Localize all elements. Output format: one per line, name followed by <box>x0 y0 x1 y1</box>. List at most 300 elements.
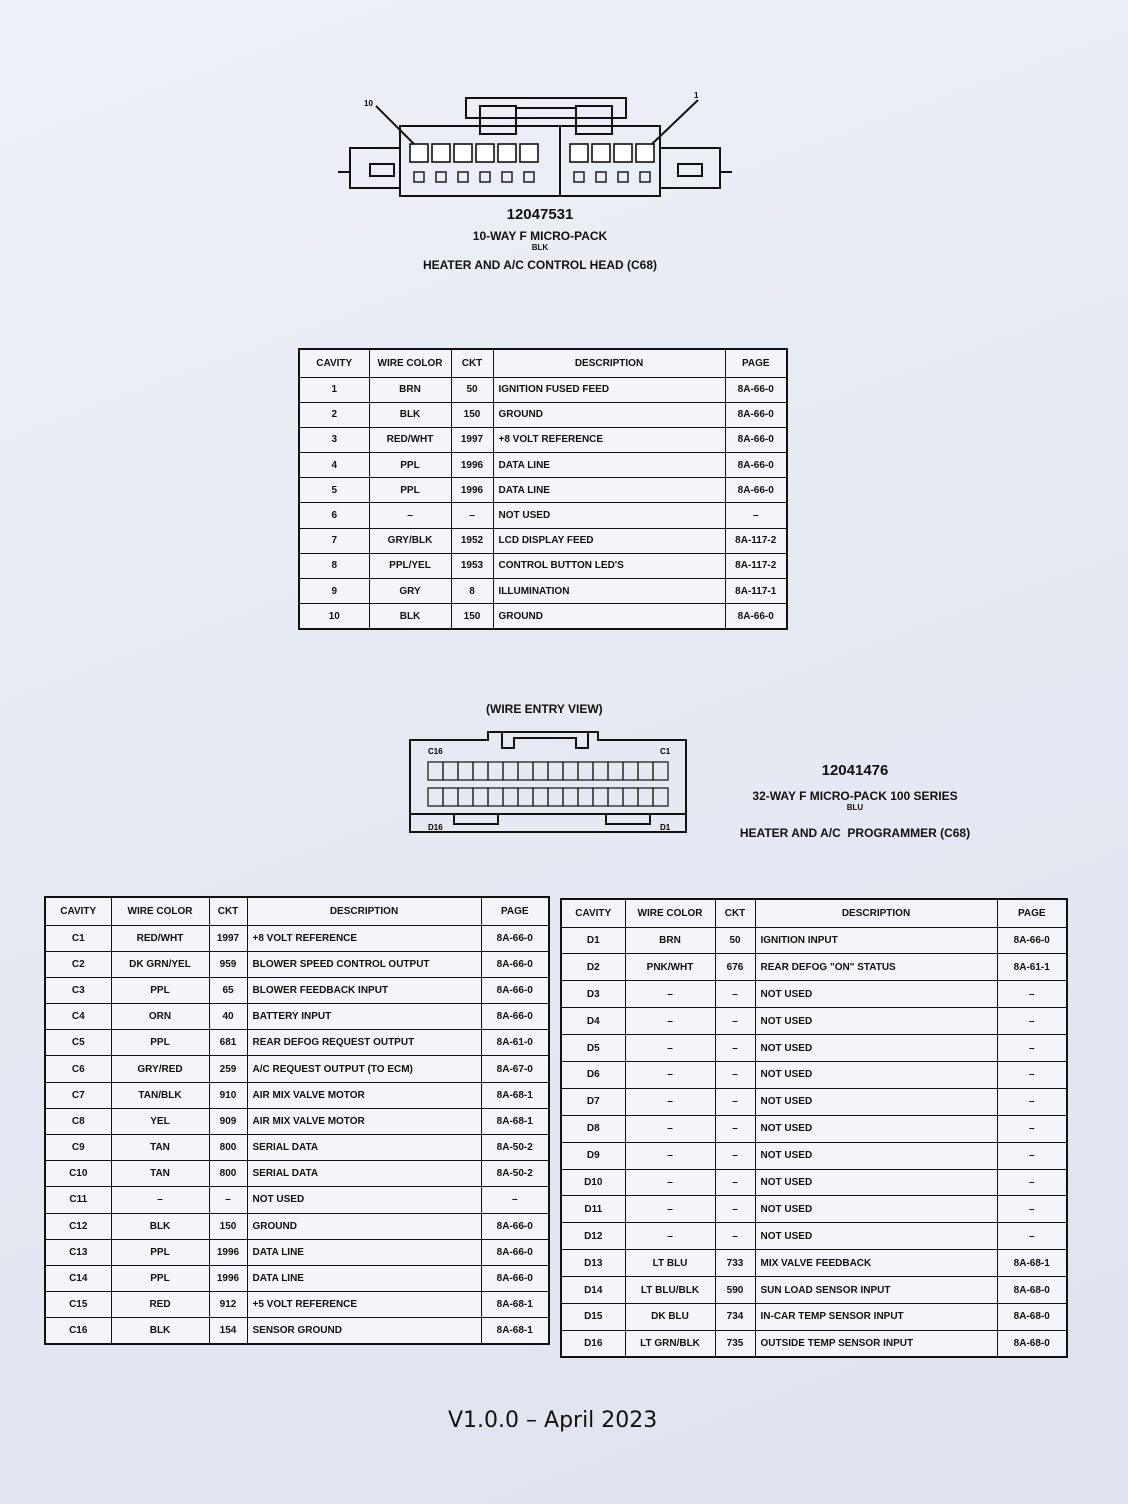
column-header: CKT <box>451 349 493 377</box>
cavity-cell: C13 <box>45 1239 111 1265</box>
connector-cavity <box>533 788 548 806</box>
connector-cavity <box>428 762 443 780</box>
ckt-cell: 1952 <box>451 528 493 553</box>
ckt-cell: 150 <box>451 402 493 427</box>
connector-cavity <box>608 788 623 806</box>
ckt-cell: 40 <box>209 1004 247 1030</box>
wire-color-cell: RED <box>111 1292 209 1318</box>
ckt-cell: – <box>715 1035 755 1062</box>
table-row <box>45 925 549 951</box>
column-header: PAGE <box>997 899 1067 927</box>
description-cell: IGNITION FUSED FEED <box>493 377 725 402</box>
ckt-cell: – <box>715 1223 755 1250</box>
column-header: DESCRIPTION <box>755 899 997 927</box>
description-cell: +5 VOLT REFERENCE <box>247 1292 481 1318</box>
table-row <box>299 427 787 452</box>
connector-cavity <box>563 762 578 780</box>
page-cell: 8A-66-0 <box>725 604 787 629</box>
table-row <box>45 1213 549 1239</box>
connector-cavity <box>518 788 533 806</box>
wire-color-cell: LT GRN/BLK <box>625 1330 715 1357</box>
ckt-cell: 800 <box>209 1161 247 1187</box>
page-cell: 8A-68-1 <box>481 1108 549 1134</box>
connector-10-way-diagram <box>330 92 750 212</box>
wire-color-cell: BLK <box>111 1318 209 1344</box>
column-header: PAGE <box>481 897 549 925</box>
wire-color-cell: PPL <box>111 1239 209 1265</box>
cavity-cell: C14 <box>45 1265 111 1291</box>
description-cell: NOT USED <box>755 1008 997 1035</box>
description-cell: +8 VOLT REFERENCE <box>493 427 725 452</box>
page-cell: 8A-66-0 <box>481 1239 549 1265</box>
cavity-cell: D10 <box>561 1169 625 1196</box>
wire-color-cell: DK GRN/YEL <box>111 951 209 977</box>
page-cell: 8A-66-0 <box>481 977 549 1003</box>
column-header: CAVITY <box>45 897 111 925</box>
ckt-cell: – <box>715 1115 755 1142</box>
description-cell: A/C REQUEST OUTPUT (TO ECM) <box>247 1056 481 1082</box>
wire-color-cell: RED/WHT <box>111 925 209 951</box>
wire-color-cell: BRN <box>369 377 451 402</box>
description-cell: DATA LINE <box>247 1239 481 1265</box>
table-row <box>299 402 787 427</box>
column-header: WIRE COLOR <box>111 897 209 925</box>
ckt-cell: 150 <box>451 604 493 629</box>
table-row <box>45 951 549 977</box>
table-row <box>561 1330 1067 1357</box>
page-cell: 8A-68-1 <box>481 1318 549 1344</box>
wire-color-cell: PPL <box>369 453 451 478</box>
description-cell: DATA LINE <box>247 1265 481 1291</box>
cavity-cell: C3 <box>45 977 111 1003</box>
table-row <box>45 1108 549 1134</box>
cavity-cell: D7 <box>561 1088 625 1115</box>
connector-cavity <box>578 762 593 780</box>
table-row <box>45 1056 549 1082</box>
wire-color-cell: ORN <box>111 1004 209 1030</box>
wire-color-cell: DK BLU <box>625 1303 715 1330</box>
pin-label-c16: C16 <box>428 747 443 756</box>
connector1-name: HEATER AND A/C CONTROL HEAD (C68) <box>422 258 657 272</box>
connector1-type: 10-WAY F MICRO-PACK <box>472 229 608 243</box>
cavity-cell: D13 <box>561 1250 625 1277</box>
ckt-cell: 910 <box>209 1082 247 1108</box>
cavity-cell: D4 <box>561 1008 625 1035</box>
page-cell: 8A-68-1 <box>997 1250 1067 1277</box>
cavity-cell: 10 <box>299 604 369 629</box>
column-header: DESCRIPTION <box>247 897 481 925</box>
description-cell: GROUND <box>493 402 725 427</box>
wire-color-cell: – <box>625 981 715 1008</box>
table-row <box>561 927 1067 954</box>
ckt-cell: 734 <box>715 1303 755 1330</box>
page-cell: – <box>725 503 787 528</box>
ckt-cell: – <box>715 981 755 1008</box>
ckt-cell: 912 <box>209 1292 247 1318</box>
table-row <box>299 503 787 528</box>
page-cell: – <box>997 1088 1067 1115</box>
ckt-cell: 1997 <box>451 427 493 452</box>
connector-cavity <box>428 788 443 806</box>
ckt-cell: – <box>715 1008 755 1035</box>
description-cell: NOT USED <box>755 1223 997 1250</box>
page-cell: – <box>997 1196 1067 1223</box>
cavity-cell: D3 <box>561 981 625 1008</box>
table-row <box>45 1004 549 1030</box>
column-header: WIRE COLOR <box>625 899 715 927</box>
connector-32-way-diagram <box>398 730 698 840</box>
ckt-cell: 800 <box>209 1135 247 1161</box>
description-cell: GROUND <box>493 604 725 629</box>
wire-color-cell: TAN <box>111 1161 209 1187</box>
connector2-type: 32-WAY F MICRO-PACK 100 SERIES <box>752 789 958 803</box>
connector2-name: HEATER AND A/C PROGRAMMER (C68) <box>739 826 971 840</box>
page-cell: 8A-68-1 <box>481 1082 549 1108</box>
table-programmer-d-pinout <box>560 898 1068 1358</box>
column-header: CAVITY <box>561 899 625 927</box>
ckt-cell: 1996 <box>209 1265 247 1291</box>
cavity-cell: 2 <box>299 402 369 427</box>
column-header: PAGE <box>725 349 787 377</box>
column-header: WIRE COLOR <box>369 349 451 377</box>
ckt-cell: – <box>715 1169 755 1196</box>
connector-cavity <box>638 762 653 780</box>
cavity-cell: 4 <box>299 453 369 478</box>
page-cell: – <box>997 1142 1067 1169</box>
pin-label-d16: D16 <box>428 823 443 832</box>
ckt-cell: – <box>209 1187 247 1213</box>
description-cell: SERIAL DATA <box>247 1135 481 1161</box>
ckt-cell: 50 <box>451 377 493 402</box>
table-row <box>299 377 787 402</box>
connector-cavity <box>488 788 503 806</box>
connector-cavity <box>503 788 518 806</box>
page-cell: – <box>997 1169 1067 1196</box>
table-row <box>561 1250 1067 1277</box>
ckt-cell: – <box>715 1088 755 1115</box>
page-cell: 8A-61-1 <box>997 954 1067 981</box>
description-cell: AIR MIX VALVE MOTOR <box>247 1082 481 1108</box>
description-cell: MIX VALVE FEEDBACK <box>755 1250 997 1277</box>
wire-color-cell: PPL <box>111 977 209 1003</box>
ckt-cell: 1953 <box>451 553 493 578</box>
pin-label-10: 10 <box>364 99 373 108</box>
cavity-cell: C11 <box>45 1187 111 1213</box>
table-row <box>299 553 787 578</box>
cavity-cell: C9 <box>45 1135 111 1161</box>
wire-color-cell: PPL <box>369 478 451 503</box>
ckt-cell: – <box>715 1142 755 1169</box>
table-row <box>561 1277 1067 1304</box>
cavity-cell: C7 <box>45 1082 111 1108</box>
description-cell: NOT USED <box>247 1187 481 1213</box>
connector1-color: BLK <box>531 243 549 252</box>
connector-cavity <box>548 788 563 806</box>
description-cell: IGNITION INPUT <box>755 927 997 954</box>
cavity-cell: C4 <box>45 1004 111 1030</box>
table-row <box>561 1008 1067 1035</box>
wire-color-cell: – <box>111 1187 209 1213</box>
wire-color-cell: BLK <box>369 402 451 427</box>
table-row <box>561 1142 1067 1169</box>
table-row <box>45 1292 549 1318</box>
table-row <box>45 1161 549 1187</box>
cavity-cell: D8 <box>561 1115 625 1142</box>
ckt-cell: 1997 <box>209 925 247 951</box>
ckt-cell: 733 <box>715 1250 755 1277</box>
page-cell: 8A-66-0 <box>725 478 787 503</box>
ckt-cell: 1996 <box>451 478 493 503</box>
page-cell: 8A-68-0 <box>997 1330 1067 1357</box>
cavity-cell: D15 <box>561 1303 625 1330</box>
cavity-cell: 3 <box>299 427 369 452</box>
wire-color-cell: YEL <box>111 1108 209 1134</box>
cavity-cell: 1 <box>299 377 369 402</box>
cavity-cell: 8 <box>299 553 369 578</box>
page-cell: – <box>997 1008 1067 1035</box>
page-cell: 8A-68-0 <box>997 1277 1067 1304</box>
page-cell: 8A-117-2 <box>725 553 787 578</box>
table-row <box>561 1035 1067 1062</box>
description-cell: CONTROL BUTTON LED'S <box>493 553 725 578</box>
connector-cavity <box>488 762 503 780</box>
page-cell: 8A-66-0 <box>481 951 549 977</box>
cavity-cell: C8 <box>45 1108 111 1134</box>
wire-color-cell: – <box>625 1008 715 1035</box>
cavity-cell: 9 <box>299 579 369 604</box>
table-row <box>561 954 1067 981</box>
ckt-cell: 154 <box>209 1318 247 1344</box>
wire-entry-view-label: (WIRE ENTRY VIEW) <box>486 702 603 716</box>
cavity-cell: 6 <box>299 503 369 528</box>
table-row <box>45 1030 549 1056</box>
page-cell: 8A-66-0 <box>481 925 549 951</box>
description-cell: ILLUMINATION <box>493 579 725 604</box>
ckt-cell: 735 <box>715 1330 755 1357</box>
pin-label-d1: D1 <box>660 823 671 832</box>
table-row <box>561 1169 1067 1196</box>
wire-color-cell: BLK <box>369 604 451 629</box>
wire-color-cell: BRN <box>625 927 715 954</box>
page-cell: – <box>997 1223 1067 1250</box>
cavity-cell: 7 <box>299 528 369 553</box>
table-row <box>561 1303 1067 1330</box>
ckt-cell: 1996 <box>451 453 493 478</box>
connector2-part-number: 12041476 <box>821 762 889 779</box>
cavity-cell: D14 <box>561 1277 625 1304</box>
ckt-cell: 1996 <box>209 1239 247 1265</box>
cavity-cell: D9 <box>561 1142 625 1169</box>
description-cell: SENSOR GROUND <box>247 1318 481 1344</box>
connector-cavity <box>548 762 563 780</box>
wire-color-cell: – <box>369 503 451 528</box>
wire-color-cell: TAN/BLK <box>111 1082 209 1108</box>
table-row <box>561 981 1067 1008</box>
cavity-cell: D16 <box>561 1330 625 1357</box>
connector-cavity <box>518 762 533 780</box>
table-row <box>561 1223 1067 1250</box>
wire-color-cell: GRY <box>369 579 451 604</box>
table-row <box>299 478 787 503</box>
page-cell: 8A-66-0 <box>725 377 787 402</box>
connector-cavity <box>623 788 638 806</box>
ckt-cell: 150 <box>209 1213 247 1239</box>
ckt-cell: 50 <box>715 927 755 954</box>
description-cell: OUTSIDE TEMP SENSOR INPUT <box>755 1330 997 1357</box>
description-cell: NOT USED <box>755 981 997 1008</box>
connector-cavity <box>533 762 548 780</box>
table-row <box>45 1239 549 1265</box>
page-cell: 8A-50-2 <box>481 1161 549 1187</box>
description-cell: NOT USED <box>755 1035 997 1062</box>
pin-label-c1: C1 <box>660 747 671 756</box>
ckt-cell: 676 <box>715 954 755 981</box>
connector-cavity <box>623 762 638 780</box>
page-cell: 8A-68-0 <box>997 1303 1067 1330</box>
description-cell: NOT USED <box>755 1169 997 1196</box>
table-row <box>299 579 787 604</box>
cavity-cell: C16 <box>45 1318 111 1344</box>
cavity-cell: D1 <box>561 927 625 954</box>
table-row <box>299 528 787 553</box>
wire-color-cell: – <box>625 1115 715 1142</box>
connector-cavity <box>563 788 578 806</box>
connector-cavity <box>443 762 458 780</box>
wire-color-cell: – <box>625 1196 715 1223</box>
wire-color-cell: PPL/YEL <box>369 553 451 578</box>
column-header: CAVITY <box>299 349 369 377</box>
description-cell: LCD DISPLAY FEED <box>493 528 725 553</box>
cavity-cell: C2 <box>45 951 111 977</box>
description-cell: SUN LOAD SENSOR INPUT <box>755 1277 997 1304</box>
page-cell: 8A-66-0 <box>725 427 787 452</box>
table-row <box>45 1318 549 1344</box>
wire-color-cell: – <box>625 1223 715 1250</box>
description-cell: IN-CAR TEMP SENSOR INPUT <box>755 1303 997 1330</box>
table-row <box>561 1196 1067 1223</box>
cavity-cell: C6 <box>45 1056 111 1082</box>
cavity-cell: D12 <box>561 1223 625 1250</box>
cavity-cell: D6 <box>561 1061 625 1088</box>
connector1-part-number: 12047531 <box>506 206 574 223</box>
ckt-cell: 65 <box>209 977 247 1003</box>
ckt-cell: 8 <box>451 579 493 604</box>
wire-color-cell: – <box>625 1035 715 1062</box>
connector-cavity <box>458 788 473 806</box>
wire-color-cell: – <box>625 1088 715 1115</box>
table-row <box>45 1187 549 1213</box>
page-cell: 8A-67-0 <box>481 1056 549 1082</box>
column-header: CKT <box>209 897 247 925</box>
table-row <box>561 1061 1067 1088</box>
wire-color-cell: PPL <box>111 1030 209 1056</box>
pin-label-1: 1 <box>694 92 699 100</box>
page-cell: 8A-66-0 <box>481 1213 549 1239</box>
cavity-cell: C10 <box>45 1161 111 1187</box>
connector-cavity <box>443 788 458 806</box>
page-cell: 8A-68-1 <box>481 1292 549 1318</box>
cavity-cell: D5 <box>561 1035 625 1062</box>
wire-color-cell: – <box>625 1061 715 1088</box>
cavity-cell: C5 <box>45 1030 111 1056</box>
table-row <box>45 1265 549 1291</box>
page-cell: 8A-66-0 <box>997 927 1067 954</box>
connector-cavity <box>458 762 473 780</box>
ckt-cell: 909 <box>209 1108 247 1134</box>
page-cell: – <box>481 1187 549 1213</box>
connector-cavity <box>653 788 668 806</box>
wire-color-cell: LT BLU/BLK <box>625 1277 715 1304</box>
description-cell: NOT USED <box>755 1196 997 1223</box>
connector-cavity <box>473 788 488 806</box>
description-cell: REAR DEFOG "ON" STATUS <box>755 954 997 981</box>
page-cell: 8A-66-0 <box>481 1004 549 1030</box>
connector-cavity <box>608 762 623 780</box>
ckt-cell: – <box>715 1061 755 1088</box>
page-cell: 8A-66-0 <box>725 402 787 427</box>
cavity-cell: D11 <box>561 1196 625 1223</box>
wire-color-cell: TAN <box>111 1135 209 1161</box>
cavity-cell: D2 <box>561 954 625 981</box>
wire-color-cell: PPL <box>111 1265 209 1291</box>
description-cell: NOT USED <box>755 1115 997 1142</box>
ckt-cell: 959 <box>209 951 247 977</box>
connector-cavity <box>578 788 593 806</box>
connector-cavity <box>503 762 518 780</box>
wire-color-cell: – <box>625 1169 715 1196</box>
version-footer: V1.0.0 – April 2023 <box>448 1408 658 1433</box>
connector-cavity <box>473 762 488 780</box>
description-cell: GROUND <box>247 1213 481 1239</box>
table-row <box>45 1082 549 1108</box>
page-cell: – <box>997 981 1067 1008</box>
description-cell: BATTERY INPUT <box>247 1004 481 1030</box>
ckt-cell: 590 <box>715 1277 755 1304</box>
description-cell: DATA LINE <box>493 453 725 478</box>
description-cell: BLOWER FEEDBACK INPUT <box>247 977 481 1003</box>
page-cell: – <box>997 1035 1067 1062</box>
description-cell: REAR DEFOG REQUEST OUTPUT <box>247 1030 481 1056</box>
description-cell: AIR MIX VALVE MOTOR <box>247 1108 481 1134</box>
page-cell: 8A-117-1 <box>725 579 787 604</box>
cavity-cell: 5 <box>299 478 369 503</box>
description-cell: NOT USED <box>755 1061 997 1088</box>
page-cell: 8A-50-2 <box>481 1135 549 1161</box>
cavity-cell: C1 <box>45 925 111 951</box>
ckt-cell: 681 <box>209 1030 247 1056</box>
wire-color-cell: BLK <box>111 1213 209 1239</box>
page-cell: 8A-61-0 <box>481 1030 549 1056</box>
page-cell: 8A-66-0 <box>481 1265 549 1291</box>
page-cell: – <box>997 1115 1067 1142</box>
description-cell: NOT USED <box>493 503 725 528</box>
table-row <box>299 453 787 478</box>
table-row <box>299 604 787 629</box>
ckt-cell: – <box>451 503 493 528</box>
description-cell: +8 VOLT REFERENCE <box>247 925 481 951</box>
wire-color-cell: PNK/WHT <box>625 954 715 981</box>
cavity-cell: C15 <box>45 1292 111 1318</box>
connector2-color: BLU <box>846 803 864 812</box>
wire-color-cell: GRY/RED <box>111 1056 209 1082</box>
description-cell: SERIAL DATA <box>247 1161 481 1187</box>
wire-color-cell: GRY/BLK <box>369 528 451 553</box>
connector-cavity <box>638 788 653 806</box>
description-cell: NOT USED <box>755 1088 997 1115</box>
connector-cavity <box>593 788 608 806</box>
ckt-cell: – <box>715 1196 755 1223</box>
wire-color-cell: RED/WHT <box>369 427 451 452</box>
